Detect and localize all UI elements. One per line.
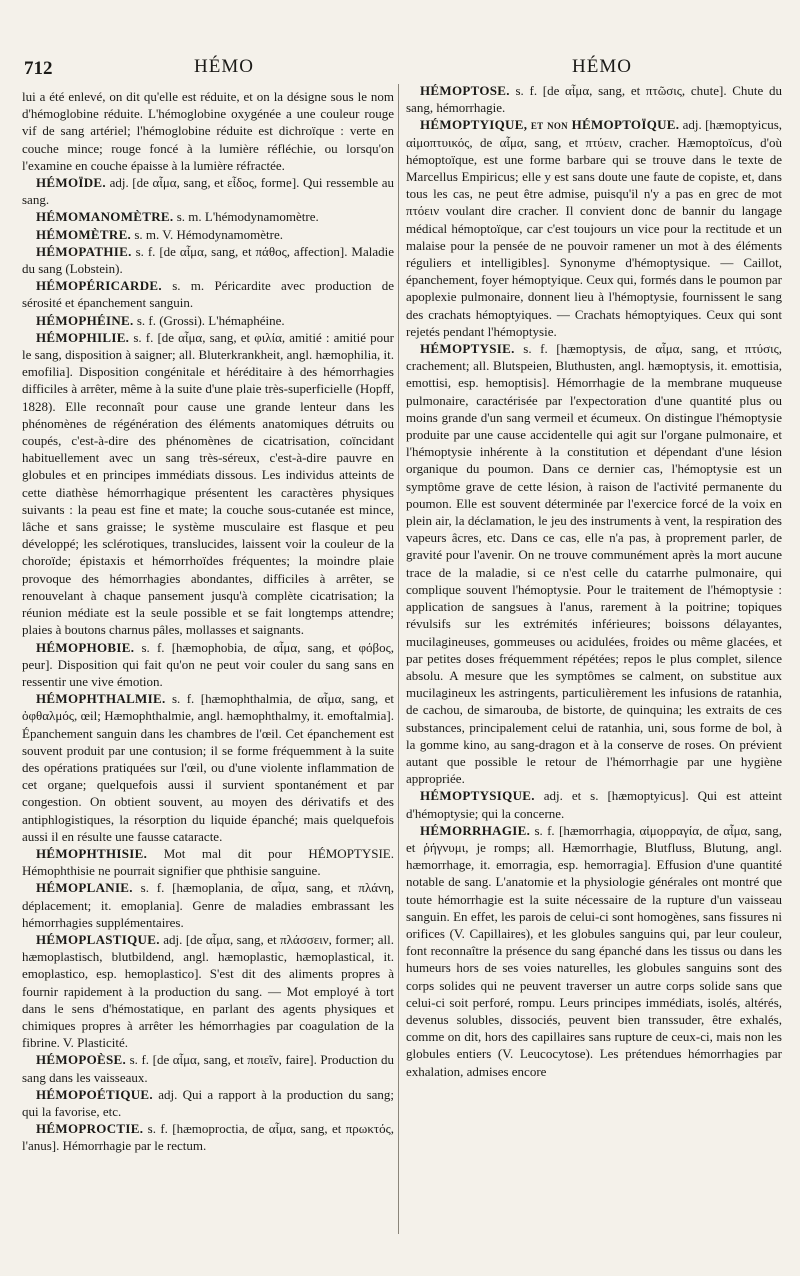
- dictionary-entry: [22, 931, 394, 1051]
- entry-definition: s. f. [hæmophthalmia, de αἷμα, sang, et ὀφθαλμός, œil; Hæmophthalmie, angl. hæmophthalmy, it. emoftalmia]. Épanchement sanguin dans les chambres de l'œil. Cet épanchement est souvent produit par une contusion; il se forme fréquemment à la suite des opérations pratiquées sur l'œil, ou d'une violente inflammation de cet organe; quelquefois aussi il survient spontanément et par congestion. On obtient souvent, au moyen des dérivatifs et des antiphlogistiques, la résorption du liquide épanché; mais quelquefois aussi il en résulte une fausse cataracte.: [22, 691, 394, 844]
- page-number: 712: [24, 58, 53, 79]
- dictionary-entry: [22, 879, 394, 931]
- entry-headword: HÉMOPHOBIE.: [36, 639, 135, 655]
- dictionary-entry: [22, 1086, 394, 1120]
- entry-definition: Mot mal dit pour HÉMOPTYSIE. Hémophthisie ne pourrait signifier que phthisie sanguine.: [22, 845, 395, 879]
- entry-headword: HÉMOPTYSIQUE.: [420, 788, 535, 804]
- entry-definition: s. f. [de αἷμα, sang, et πάθος, affection]. Maladie du sang (Lobstein).: [22, 243, 394, 277]
- dictionary-entry: [22, 329, 394, 639]
- entry-headword: HÉMORRHAGIE.: [420, 822, 531, 838]
- entry-headword: HÉMOPÉRICARDE.: [36, 278, 162, 294]
- dictionary-entry: [406, 822, 782, 1080]
- entry-definition: lui a été enlevé, on dit qu'elle est réduite, et on la désigne sous le nom d'hémoglobine réduite. L'hémoglobine oxygénée a une couleur rouge vif de sang artériel; l'hémoglobine réduite est dichroïque : verte en couche mince; rouge foncé à la lumière réfléchie, ou lorsqu'on l'examine en couche épaisse à la lumière réfractée.: [22, 89, 394, 173]
- entry-definition: adj. Qui a rapport à la production du sang; qui la favorise, etc.: [22, 1086, 395, 1119]
- entry-definition: adj. [de αἷμα, sang, et πλάσσειν, former; all. hæmoplastisch, blutbildend, angl. hæmoplastic, hæmoplastical, it. emoplastico, esp. hemoplastico]. S'est dit des aliments propres à fournir rapidement à la production du sang. — Mot employé à tort dans le sens d'hémostatique, en parlant des agents physiques et chimiques propres à arrêter les hémorrhagies par coagulation de la fibrine. V. Plasticité.: [22, 931, 394, 1051]
- entry-headword: HÉMOMÈTRE.: [36, 226, 132, 242]
- entry-headword: HÉMOPTYIQUE, et non HÉMOPTOÏQUE.: [420, 117, 680, 133]
- entry-headword: HÉMOPTYSIE.: [420, 341, 515, 357]
- entry-headword: HÉMOPATHIE.: [36, 243, 132, 259]
- dictionary-entry: [22, 1120, 394, 1154]
- entry-definition: s. f. [hæmophobia, de αἷμα, sang, et φόβος, peur]. Disposition qui fait qu'on ne peut voir couler du sang sans en ressentir une vive émotion.: [22, 639, 394, 689]
- running-head: [24, 56, 780, 84]
- entry-headword: HÉMOPROCTIE.: [36, 1121, 144, 1137]
- entry-definition: adj. et s. [hæmoptyicus]. Qui est atteint d'hémoptysie; qui la concerne.: [406, 788, 783, 821]
- right-running-title: HÉMO: [572, 56, 632, 77]
- entry-headword: HÉMOPOÈSE.: [36, 1052, 127, 1068]
- left-running-title: HÉMO: [194, 56, 254, 77]
- entry-definition: s. f. [hæmoproctia, de αἷμα, sang, et πρωκτός, l'anus]. Hémorrhagie par le rectum.: [22, 1121, 394, 1154]
- entry-headword: HÉMOPHILIE.: [36, 329, 130, 345]
- dictionary-entry: [22, 226, 394, 243]
- dictionary-entry: [22, 639, 394, 691]
- dictionary-entry: [22, 690, 394, 845]
- dictionary-entry: [406, 82, 782, 116]
- dictionary-entry: [22, 845, 394, 879]
- entry-headword: HÉMOPHTHISIE.: [36, 845, 148, 861]
- entry-headword: HÉMOMANOMÈTRE.: [36, 209, 174, 225]
- dictionary-entry: [22, 88, 394, 174]
- entry-headword: HÉMOPTOSE.: [420, 83, 510, 98]
- entry-definition: s. f. (Grossi). L'hémaphéine.: [136, 312, 285, 328]
- dictionary-entry: [22, 174, 394, 208]
- entry-definition: s. m. V. Hémodynamomètre.: [134, 226, 283, 242]
- entry-definition: s. f. [de αἷμα, sang, et πτῶσις, chute]. Chute du sang, hémorrhagie.: [406, 83, 782, 116]
- entry-headword: HÉMOÏDE.: [36, 175, 106, 191]
- entry-definition: s. f. [hæmoplania, de αἷμα, sang, et πλάνη, déplacement; it. emoplania]. Genre de maladies embrassant les hémorrhagies supplémentaires.: [22, 880, 394, 930]
- left-column: [22, 88, 394, 1155]
- column-divider: [398, 84, 399, 1234]
- entry-headword: HÉMOPLASTIQUE.: [36, 931, 160, 947]
- entry-definition: s. f. [hæmorrhagia, αἱμορραγία, de αἷμα, sang, et ῥήγνυμι, je romps; all. Hæmorrhagie, Blutfluss, Blutung, angl. hæmorrhage, it. emorragia, esp. hemorragia]. Effusion d'une quantité notable de sang. L'anatomie et la physiologie générales ont montré que toute hémorrhagie est la suite nécessaire de la rupture d'un vaisseau sanguin. En effet, les parois de celui-ci sont homogènes, sans fissures ni orifices (V. Capillaires), et les globules sanguins qui, par leur couleur, font reconnaître la présence du sang épanché dans les tissus ou dans les humeurs hors de ses voies naturelles, les globules sanguins sont des corps solides qui ne peuvent traverser un autre corps solide sans que celui-ci soit perforé, rompu. Leurs principes immédiats, isolés, altérés, devenus solubles, dissociés, peuvent bien transsuder, être exhalés, comme on dit, hors des capillaires sans rupture de ceux-ci, mais non les globules entiers (V. Leucocytose). Les prétendues hémorrhagies par exhalation, admises encore: [406, 822, 782, 1079]
- entry-definition: s. f. [hæmoptysis, de αἷμα, sang, et πτύσις, crachement; all. Blutspeien, Bluthusten, angl. hæmoptysis, it. emottisia, emottisi, esp. hemoptisis]. Hémorrhagie de la membrane muqueuse pulmonaire, caractérisée par l'expectoration d'une quantité plus ou moins grande d'un sang vermeil et écumeux. On distingue l'hémoptysie produite par une cause accidentelle qui agit sur l'organe pulmonaire, et l'hémoptysie inhérente à la constitution et dépendant d'une lésion organique du poumon. Dans ce dernier cas, l'hémoptysie est un symptôme grave de cette lésion, à raison de l'activité permanente du poumon. Elle est souvent déterminée par l'exercice forcé de la voix en plein air, la déclamation, le jeu des instruments à vent, la respiration des vapeurs âcres, etc. Dans ce cas, elle n'a pas, à proprement parler, de gravité pour l'avenir. On ne trouve communément après la mort aucune trace de la maladie, si ce n'est celle du catarrhe pulmonaire, qui complique souvent l'hémoptysie. Pour le traitement de l'hémoptysie : application de sangsues à l'anus, rarement à la poitrine; topiques révulsifs sur les extrémités inférieures; boissons délayantes, mucilagineuses, gommeuses ou acidulées, froides ou même glacées, et par petites doses fréquemment répétées; repos le plus complet, silence absolu. A mesure que les symptômes se calment, on substitue aux mucilagineux les astringents, particulièrement les infusions de ratanhia, de cachou, de simarouba, de bistorte, de quinquina; les extraits de ces substances, principalement celui de ratanhia, uni, sous forme de bol, à la gomme kino, au sang-dragon et à la conserve de roses. On prévient autant que possible le retour de l'hémorrhagie par une hygiène appropriée.: [406, 341, 783, 787]
- dictionary-entry: [406, 116, 782, 340]
- right-column: [406, 82, 782, 1080]
- dictionary-entry: [22, 312, 394, 329]
- entry-definition: s. m. L'hémodynamomètre.: [176, 209, 319, 225]
- entry-definition: s. f. [de αἷμα, sang, et ποιεῖν, faire]. Production du sang dans les vaisseaux.: [22, 1052, 395, 1085]
- dictionary-entry: [22, 243, 394, 277]
- entry-headword: HÉMOPHTHALMIE.: [36, 691, 166, 707]
- entry-headword: HÉMOPLANIE.: [36, 880, 133, 896]
- entry-definition: adj. [hæmoptyicus, αἱμοπτυικός, de αἷμα, sang, et πτύειν, cracher. Hæmoptoïcus, d'où hémoptoïque, est une forme barbare qui se trouve dans le texte de Marcellus Empiricus; elle y est sans doute une faute de copiste, et, dans tous les cas, ne peut être admise, puisqu'il n'y a pas en grec de mot πτόειν voulant dire cracher. Il convient donc de bannir du langage médical hémoptoïque, car c'est toujours un vice pour la rectitude et un malaise pour la pensée de ne pouvoir ramener un mot à des éléments réguliers et intelligibles]. Synonyme d'hémoptysique. — Caillot, épanchement, foyer hémoptyique. Ceux qui, formés dans le poumon par apoplexie pulmonaire, donnent lieu à l'hémoptysie, fournissent le sang des crachats hémoptyiques. — Crachats hémoptyiques. Ceux qui sont rejetés pendant l'hémoptysie.: [406, 117, 782, 339]
- dictionary-entry: [406, 340, 782, 787]
- entry-definition: s. f. [de αἷμα, sang, et φιλία, amitié : amitié pour le sang, disposition à saigner; all. Bluterkrankheit, angl. hæmophilia, it. emofilia]. Disposition congénitale et héréditaire à des hémorrhagies difficiles à arrêter, même à la suite d'une plaie très-superficielle (Hopff, 1828). Elle reconnaît pour cause une grande lenteur dans les phénomènes de régénération des éléments anatomiques détruits ou coupés, c'est-à-dire des phénomènes de cicatrisation, coïncidant habituellement avec un sang très-séreux, c'est-à-dire pauvre en globules et en principes immédiats dissous. Les individus atteints de cette diathèse hémorrhagique présentent les caractères physiques suivants : la peau est fine et mate; la couche sous-cutanée est mince, lâche et sans graisse; le système musculaire est flasque et peu développé; les sclérotiques, translucides, laissent voir la couleur de la choroïde; épistaxis et hémorrhoïdes fréquentes; la moindre plaie provoque des hémorrhagies abondantes, difficiles à arrêter, se renouvelant à chaque pansement jusqu'à complète cicatrisation; la réunion médiate est la seule possible et se fait longtemps attendre; plaies à boutons charnus pâles, mollasses et saignants.: [22, 329, 394, 638]
- dictionary-entry: [22, 1051, 394, 1085]
- entry-headword: HÉMOPOÉTIQUE.: [36, 1086, 153, 1102]
- dictionary-entry: [406, 787, 782, 821]
- dictionary-entry: [22, 277, 394, 311]
- dictionary-entry: [22, 208, 394, 225]
- entry-definition: adj. [de αἷμα, sang, et εἶδος, forme]. Qui ressemble au sang.: [22, 175, 394, 208]
- entry-definition: s. m. Péricardite avec production de sérosité et épanchement sanguin.: [22, 278, 394, 311]
- entry-headword: HÉMOPHÉINE.: [36, 312, 134, 328]
